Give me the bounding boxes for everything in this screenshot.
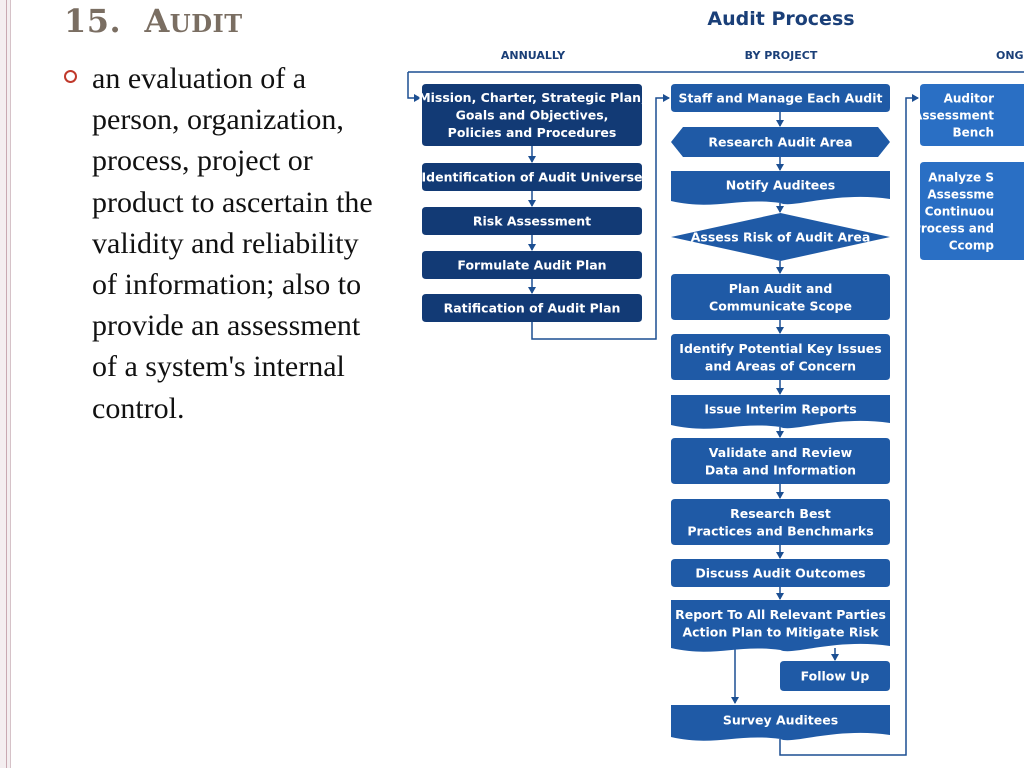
left-border-line bbox=[6, 0, 7, 768]
ongoing-step-1-line-1: Auditor bbox=[943, 91, 994, 106]
project-step-12 bbox=[780, 661, 890, 691]
project-step-2-line-1: Research Audit Area bbox=[708, 134, 853, 150]
annual-step-1 bbox=[418, 84, 646, 146]
project-step-3-line-1: Notify Auditees bbox=[725, 177, 836, 193]
project-step-1-line-1: Staff and Manage Each Audit bbox=[678, 90, 883, 106]
project-step-4 bbox=[671, 213, 890, 261]
annual-step-1-line-2: Goals and Objectives, bbox=[455, 107, 609, 123]
project-step-7-line-1: Issue Interim Reports bbox=[704, 401, 857, 417]
project-step-9 bbox=[671, 499, 890, 545]
project-step-5-line-1: Plan Audit and bbox=[728, 280, 833, 296]
project-step-5 bbox=[671, 274, 890, 320]
annual-step-5 bbox=[422, 294, 642, 322]
project-step-8-line-2: Data and Information bbox=[704, 462, 857, 478]
project-step-8-line-1: Validate and Review bbox=[708, 444, 853, 460]
column-ongoing: ONG bbox=[996, 49, 1024, 62]
project-step-13 bbox=[671, 705, 890, 741]
bullet-marker bbox=[64, 70, 77, 83]
project-step-5-line-2: Communicate Scope bbox=[709, 298, 852, 314]
project-step-6-line-1: Identify Potential Key Issues bbox=[679, 340, 882, 356]
project-step-11-line-1: Report To All Relevant Parties bbox=[675, 606, 886, 622]
project-step-13-line-1: Survey Auditees bbox=[722, 712, 839, 728]
ongoing-step-1-line-2: Assessment bbox=[913, 108, 994, 123]
ongoing-step-2-line-2: Assessme bbox=[927, 187, 994, 202]
ongoing-step-2-line-4: Process and bbox=[912, 221, 994, 236]
ongoing-step-1 bbox=[913, 84, 1024, 146]
annual-step-5-line-1: Ratification of Audit Plan bbox=[443, 300, 621, 316]
ongoing-step-2 bbox=[912, 162, 1024, 260]
project-step-3 bbox=[671, 171, 890, 205]
annual-step-1-line-3: Policies and Procedures bbox=[447, 125, 617, 140]
ongoing-step-1-line-3: Bench bbox=[952, 125, 994, 140]
project-step-4-line-1: Assess Risk of Audit Area bbox=[690, 229, 871, 245]
column-by-project: BY PROJECT bbox=[744, 49, 818, 62]
project-step-9-line-2: Practices and Benchmarks bbox=[687, 523, 874, 539]
annual-step-1-line-1: Mission, Charter, Strategic Plan, bbox=[418, 90, 646, 105]
project-step-10-line-1: Discuss Audit Outcomes bbox=[695, 565, 866, 581]
diagram-title: Audit Process bbox=[707, 8, 855, 30]
project-step-11 bbox=[671, 600, 890, 652]
project-step-6 bbox=[671, 334, 890, 380]
bullet-text: an evaluation of a person, organization, process, project or product to ascertain the validity and reliability of information; also to provide an assessment of a system's internal control. bbox=[92, 62, 373, 425]
project-step-2 bbox=[671, 127, 890, 157]
ongoing-steps bbox=[912, 84, 1024, 260]
project-steps bbox=[671, 84, 890, 741]
ongoing-step-2-line-3: Continuou bbox=[924, 204, 994, 219]
project-step-11-line-2: Action Plan to Mitigate Risk bbox=[682, 624, 879, 640]
project-step-9-line-1: Research Best bbox=[730, 505, 831, 521]
ongoing-step-2-line-1: Analyze S bbox=[928, 170, 994, 185]
slide-title: 15. AUDIT bbox=[64, 2, 243, 40]
annual-step-4 bbox=[422, 251, 642, 279]
project-step-8 bbox=[671, 438, 890, 484]
annual-step-4-line-1: Formulate Audit Plan bbox=[457, 257, 607, 273]
project-step-12-line-1: Follow Up bbox=[800, 668, 870, 684]
audit-process-diagram bbox=[380, 0, 1024, 768]
annual-step-3 bbox=[422, 207, 642, 235]
ongoing-step-2-line-5: Ccomp bbox=[948, 238, 994, 253]
annual-step-3-line-1: Risk Assessment bbox=[472, 213, 592, 229]
project-step-1 bbox=[671, 84, 890, 112]
annual-step-2-line-1: Identification of Audit Universe bbox=[421, 169, 643, 185]
project-step-6-line-2: and Areas of Concern bbox=[704, 358, 857, 374]
project-step-10 bbox=[671, 559, 890, 587]
column-annually: ANNUALLY bbox=[500, 49, 566, 62]
annual-step-2 bbox=[422, 163, 643, 191]
project-step-7 bbox=[671, 395, 890, 429]
